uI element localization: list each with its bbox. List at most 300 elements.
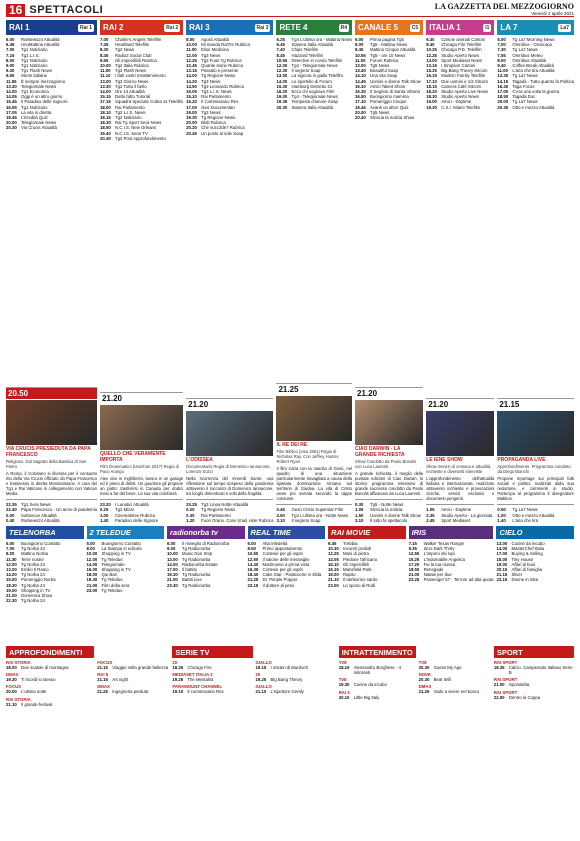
regional-time: 21.10 xyxy=(328,577,339,583)
schedule-time: 9.40 xyxy=(497,63,506,69)
schedule-program: Tg1 Notiziario xyxy=(21,104,48,110)
channel-category: RAI 5 xyxy=(97,672,109,678)
schedule-time: 7.00 xyxy=(99,37,109,42)
regional-column xyxy=(248,526,326,641)
schedule-program: Otto e mezzo Attualità xyxy=(512,104,555,110)
thematic-row xyxy=(494,682,574,687)
late-program: Tg3 Linea Notte Attualità xyxy=(201,502,249,508)
schedule-list xyxy=(426,37,494,110)
regional-column xyxy=(167,526,245,641)
channel-logo: R4 xyxy=(340,24,348,31)
evening-time-bar: 21.20 xyxy=(426,398,494,410)
regional-program: Cortesie per gli ospiti xyxy=(262,551,303,557)
schedule-program: Detective in corsia Telefilm xyxy=(291,57,343,63)
schedule-program: L'Eredità Quiz xyxy=(21,115,48,121)
channel-category: TV8 xyxy=(338,660,347,665)
thematic-time: 18.35 xyxy=(493,665,505,670)
late-program: Papa Francesco - Un anno di pandemia xyxy=(21,507,97,513)
channel-category: DMAX xyxy=(6,672,19,678)
late-time: 0.20 xyxy=(186,507,195,513)
thematic-column xyxy=(6,646,94,826)
schedule-program: Avanti un altro! Quiz xyxy=(370,104,409,110)
late-row xyxy=(497,518,574,523)
late-time: 3.10 xyxy=(276,517,285,523)
schedule-time: 8.30 xyxy=(99,47,109,53)
regional-time: 8.00 xyxy=(86,546,95,552)
schedule-program: Rai Tg Sport Sera News xyxy=(114,120,162,126)
thematic-time: 21.00 xyxy=(493,682,505,688)
highlight-description: A Roma, il Colosseo si illumina per il consueto rito della Via Crucis officiato da Papa Francesco e trasmesso in diretta Mondovisione. A cura del Tg1 e Rai Vaticano in collegamento con Vatican Media. xyxy=(6,470,97,497)
thematic-row xyxy=(256,677,336,682)
late-program: Uomini e donne Talk Show xyxy=(370,512,421,518)
regional-time: 16.00 xyxy=(86,567,98,573)
regional-program: Trebbia xyxy=(343,541,358,546)
late-schedule xyxy=(276,504,352,523)
late-program: Tg La7 News xyxy=(512,507,538,513)
thematic-program: Beat Wifi xyxy=(433,677,451,683)
thematic-header: SPORT xyxy=(494,646,574,658)
late-time: 0.45 xyxy=(276,507,285,513)
thematic-row xyxy=(6,702,94,707)
schedule-program: Un posto al sole Soap xyxy=(201,130,244,136)
thematic-program: I misteri di Murdoch xyxy=(270,665,309,670)
schedule-program: Tagadà Doc xyxy=(512,94,536,100)
channel-header[interactable] xyxy=(186,20,273,35)
schedule-time: 11.10 xyxy=(99,73,111,79)
schedule-program: Tg2 News xyxy=(114,47,135,53)
channel-category: PARAMOUNT CHANNEL xyxy=(172,684,223,690)
highlight-title: L'ODISSEA xyxy=(186,457,213,464)
thematic-time: 20.30 xyxy=(418,665,430,670)
schedule-time: 8.00 xyxy=(186,37,195,42)
evening-time-bar: 21.25 xyxy=(276,383,352,395)
channel-column xyxy=(276,20,352,523)
schedule-time: 20.00 xyxy=(497,99,509,105)
thematic-column xyxy=(494,646,574,826)
late-row xyxy=(426,518,494,523)
thematic-program: Due scatole di montagna xyxy=(21,665,69,670)
schedule-time: 10.55 xyxy=(276,57,288,63)
regional-time: 19.30 xyxy=(86,577,98,583)
schedule-list xyxy=(497,37,574,110)
regional-time: 16.15 xyxy=(328,567,339,573)
regional-time: 8.00 xyxy=(6,551,15,557)
channel-category: NOVE xyxy=(418,672,431,678)
channel-name: ITALIA 1 xyxy=(429,23,461,32)
thematic-row xyxy=(256,689,336,694)
late-time: 1.00 xyxy=(497,512,506,518)
schedule-time: 12.00 xyxy=(276,63,288,69)
late-row xyxy=(276,518,352,523)
schedule-program: Beautiful Soap xyxy=(370,68,398,74)
regional-program: La Stampa in edicola xyxy=(101,546,142,552)
regional-program: Il risveglio di Radionorba xyxy=(182,541,230,546)
schedule-time: 13.15 xyxy=(186,68,197,74)
regional-column xyxy=(409,526,494,641)
schedule-program: Buongiorno mamma xyxy=(370,94,409,100)
evening-time-bar: 21.15 xyxy=(497,398,574,410)
schedule-time: 18.10 xyxy=(99,109,111,115)
channel-category: DMAX xyxy=(418,684,432,690)
schedule-program: È sempre mezzogiorno xyxy=(21,78,66,84)
regional-program: Shopping in TV xyxy=(101,551,131,557)
regional-program: Battiti Live xyxy=(182,577,202,583)
thematic-program: Ingegneria perduta xyxy=(112,689,149,695)
schedule-time: 19.00 xyxy=(426,99,437,105)
schedule-time: 9.30 xyxy=(6,68,15,74)
schedule-time: 20.20 xyxy=(186,125,197,131)
regional-time: 17.00 xyxy=(496,551,508,557)
regional-program: Buongiorno Contatto xyxy=(101,541,141,546)
regional-column xyxy=(328,526,406,641)
schedule-program: Hazzard Telefilm xyxy=(291,52,324,58)
schedule-time: 18.30 xyxy=(426,94,437,100)
schedule-time: 17.00 xyxy=(186,104,197,110)
thematic-row xyxy=(494,695,574,700)
channel-category: FOCUS xyxy=(97,660,113,665)
channel-category: GIALLO xyxy=(255,660,272,665)
schedule-row xyxy=(426,105,494,110)
channel-header[interactable] xyxy=(426,20,494,35)
section-title: SPETTACOLI xyxy=(29,4,104,16)
regional-column xyxy=(496,526,574,641)
regional-header[interactable]: RAI MOVIE xyxy=(328,526,406,539)
regional-program: L'impero dei lupi xyxy=(423,551,455,557)
regional-program: Cortesie per gli ospiti xyxy=(262,567,303,573)
regional-schedule xyxy=(328,541,406,588)
late-time: 2.35 xyxy=(426,512,435,518)
schedule-time: 13.30 xyxy=(99,83,111,89)
channel-category: RAI SPORT xyxy=(493,677,518,683)
thematic-program: Art night xyxy=(112,677,129,683)
late-schedule xyxy=(497,504,574,523)
highlight-title: PROPAGANDA LIVE xyxy=(497,457,546,464)
schedule-time: 6.00 xyxy=(355,37,364,42)
thematic-time: 20.10 xyxy=(338,694,350,700)
schedule-time: 20.30 xyxy=(276,104,288,110)
regional-time: 12.00 xyxy=(6,561,17,567)
schedule-time: 9.55 xyxy=(99,57,109,63)
regional-time: 6.00 xyxy=(247,541,256,546)
regional-program: Music Non Stop xyxy=(182,551,213,557)
schedule-program: Tg5 - ore 10 News xyxy=(370,52,406,58)
regional-row xyxy=(167,583,245,588)
channel-header[interactable] xyxy=(100,20,183,35)
regional-program: Affari di famiglia xyxy=(511,567,542,573)
schedule-program: Una vita Soap xyxy=(370,73,398,79)
channel-column xyxy=(186,20,273,523)
schedule-program: Telegiornale News xyxy=(21,83,57,89)
regional-program: Renegade xyxy=(423,567,444,573)
highlight-title: VIA CRUCIS PRESIEDUTA DA PAPA FRANCESCO xyxy=(6,446,91,458)
regional-channels xyxy=(6,526,574,641)
late-program: Paradiso delle Signore xyxy=(114,517,159,523)
regional-header[interactable]: 2 TELEDUE xyxy=(87,526,165,539)
evening-time-bar: 21.20 xyxy=(355,387,423,399)
evening-block xyxy=(276,383,352,523)
thematic-program: Dentro la Coppa xyxy=(508,694,541,700)
schedule-program: Tg2 Notiziario xyxy=(114,115,142,121)
regional-time: 22.30 xyxy=(6,598,17,604)
regional-program: Dr. Pimple Popper xyxy=(262,577,298,583)
regional-header[interactable]: IRIS xyxy=(409,526,494,539)
regional-time: 14.00 xyxy=(86,561,98,567)
schedule-program: Forum Rubrica xyxy=(370,57,399,63)
schedule-time: 14.45 xyxy=(355,78,366,84)
schedule-time: 17.00 xyxy=(497,89,509,95)
regional-time: 12.25 xyxy=(328,551,339,557)
schedule-time: 8.00 xyxy=(6,57,15,63)
regional-schedule xyxy=(496,541,574,583)
evening-block xyxy=(186,398,273,523)
regional-header[interactable]: TELENORBA xyxy=(6,526,84,539)
late-program: Tg2 Mizar xyxy=(114,507,135,513)
regional-time: 21.00 xyxy=(167,577,178,583)
late-time: 0.40 xyxy=(6,517,15,523)
schedule-time: 16.10 xyxy=(355,83,366,89)
regional-time: 15.00 xyxy=(6,577,17,583)
schedule-time: 15.15 xyxy=(99,94,111,100)
thematic-row xyxy=(339,682,416,687)
schedule-program: Mattino Cinque Attualità xyxy=(370,47,416,53)
thematic-row xyxy=(97,689,169,694)
schedule-time: 18.30 xyxy=(99,120,111,126)
program-photo xyxy=(355,400,423,445)
regional-time: 10.00 xyxy=(86,551,98,557)
schedule-time: 6.25 xyxy=(276,37,285,42)
schedule-program: Via Crucis Attualità xyxy=(21,125,57,131)
thematic-row xyxy=(6,677,94,682)
channel-logo: Rai 2 xyxy=(166,24,179,31)
regional-time: 20.15 xyxy=(496,567,508,573)
channel-header[interactable] xyxy=(276,20,352,35)
schedule-time: 10.00 xyxy=(99,63,111,69)
channel-category: TV8 xyxy=(418,660,427,665)
schedule-time: 18.00 xyxy=(99,104,111,110)
channel-logo: I1 xyxy=(485,24,490,31)
schedule-time: 18.20 xyxy=(426,89,437,95)
schedule-program: Studio Aperto Live News xyxy=(441,89,489,95)
channel-category: RAI SPORT xyxy=(493,689,518,695)
regional-program: MasterChef Italia xyxy=(511,546,544,552)
newspaper-masthead xyxy=(435,3,574,17)
program-photo xyxy=(186,411,273,456)
page-header xyxy=(6,4,574,17)
schedule-program: Passato e presente xyxy=(201,68,239,74)
regional-time: 18.00 xyxy=(328,572,339,578)
schedule-program: Ecco chi sognavo Film xyxy=(291,89,335,95)
thematic-program: Chicago Fire xyxy=(187,665,212,670)
highlight-subtitle: Documentario Regia di Domenico Iannacone, Lorenzo Sozzi xyxy=(186,463,271,474)
regional-time: 14.05 xyxy=(328,556,339,562)
regional-time: 19.00 xyxy=(496,561,508,567)
schedule-time: 13.15 xyxy=(426,63,437,69)
regional-program: Il tamburino sardo xyxy=(343,577,378,583)
thematic-sections xyxy=(6,646,574,826)
regional-program: Telegiornale xyxy=(101,561,125,567)
schedule-program: Il segreto Soap xyxy=(291,68,321,74)
schedule-list xyxy=(276,37,352,110)
schedule-program: Tg La7 Morning News xyxy=(512,37,555,42)
schedule-time: 17.10 xyxy=(355,99,366,105)
channel-name: CANALE 5 xyxy=(358,23,399,32)
schedule-time: 15.30 xyxy=(276,83,288,89)
schedule-program: Tg3 News xyxy=(201,78,221,84)
schedule-program: Squadra Speciale Cobra 11 Telefilm xyxy=(114,99,184,105)
schedule-program: Tg La7 News xyxy=(512,99,538,105)
schedule-time: 18.50 xyxy=(99,125,111,131)
schedule-time: 17.10 xyxy=(426,78,437,84)
national-channels xyxy=(6,20,574,523)
schedule-program: Omnibus Attualità xyxy=(512,57,547,63)
thematic-program: L'ultima notte xyxy=(21,689,47,695)
regional-program: Passenger 57 - Terrore ad alta quota xyxy=(423,577,494,583)
thematic-program: Sportabilia xyxy=(508,682,530,688)
regional-program: Zero Dark Thirty xyxy=(423,546,455,552)
thematic-program: Il commissario Rex xyxy=(187,689,224,695)
regional-time: 14.00 xyxy=(6,572,17,578)
evening-block xyxy=(426,398,494,523)
schedule-time: 20.35 xyxy=(497,104,509,110)
schedule-program: Storie italiane xyxy=(21,73,48,79)
schedule-program: Studio Aperto News xyxy=(441,52,479,58)
schedule-time: 20.00 xyxy=(6,120,17,126)
schedule-program: Tg5 News xyxy=(370,109,390,115)
thematic-column xyxy=(419,646,491,826)
highlight-subtitle: Show Condotto da Paolo Bonolis con Luca Laurenti xyxy=(355,458,417,469)
schedule-time: 12.30 xyxy=(276,68,288,74)
late-program: RaiNews24 Attualità xyxy=(21,517,60,523)
program-photo xyxy=(6,400,97,445)
schedule-time: 13.00 xyxy=(355,63,366,69)
channel-header[interactable] xyxy=(497,20,574,35)
channel-header[interactable] xyxy=(6,20,97,35)
channel-logo: Rai 1 xyxy=(80,24,92,31)
thematic-time: 21.15 xyxy=(97,665,108,670)
channel-category: RAI SPORT xyxy=(493,660,518,665)
schedule-time: 7.45 xyxy=(99,42,109,48)
late-time: 1.20 xyxy=(186,517,195,523)
schedule-time: 12.00 xyxy=(186,52,197,58)
schedule-time: 16.30 xyxy=(355,89,366,95)
thematic-program: Vado a vivere nel bosco xyxy=(433,689,480,695)
schedule-time: 11.00 xyxy=(355,57,366,63)
regional-time: 8.50 xyxy=(247,546,256,552)
regional-program: Tg Radionorba xyxy=(182,582,211,588)
schedule-program: Tg Regione News xyxy=(201,115,236,121)
highlight-title: CIAO DARWIN - LA GRANDE RICHIESTA xyxy=(355,446,405,458)
schedule-program: Prima pagina Tg5 xyxy=(370,37,404,42)
regional-time: 16.35 xyxy=(247,567,259,573)
regional-program: Mansfield Park xyxy=(343,567,372,573)
regional-program: Radionorba Estate xyxy=(182,561,218,567)
regional-program: Film della sera xyxy=(101,582,130,588)
late-program: Cinematinee Rubrica xyxy=(114,512,156,518)
schedule-program: Tg3 News xyxy=(201,109,221,115)
regional-header[interactable]: radionorba tv xyxy=(167,526,245,539)
regional-time: 23.15 xyxy=(247,582,259,588)
thematic-time: 19.30 xyxy=(6,677,17,683)
regional-program: Affari al buio xyxy=(511,561,536,567)
thematic-program: Calcio. Campionato Italiano Serie B xyxy=(508,665,573,676)
schedule-time: 11.00 xyxy=(186,47,197,53)
late-time: 0.30 xyxy=(186,512,195,518)
schedule-program: Il Paradiso delle Signore xyxy=(21,99,68,105)
schedule-program: Ore 14 Attualità xyxy=(114,89,145,95)
channel-category: 20 xyxy=(172,660,178,665)
schedule-program: Camera Café Sitcom xyxy=(441,83,482,89)
schedule-time: 16.50 xyxy=(355,94,366,100)
schedule-time: 18.45 xyxy=(355,104,366,110)
schedule-time: 12.25 xyxy=(426,52,437,58)
regional-header[interactable]: REAL TIME xyxy=(248,526,326,539)
channel-category: RAI 4 xyxy=(338,689,350,695)
schedule-program: Tg4 - Telegiornale News xyxy=(291,94,338,100)
regional-time: 6.45 xyxy=(328,541,337,546)
highlight-subtitle: Film Drammatico (Usa/Can 2017) Regia di Paco Arango xyxy=(99,463,179,474)
regional-time: 13.00 xyxy=(496,541,508,546)
evening-block xyxy=(100,392,183,523)
schedule-program: Tg3 L.I.S. News xyxy=(201,89,232,95)
schedule-time: 7.15 xyxy=(6,52,15,58)
late-schedule xyxy=(426,504,494,523)
schedule-program: Taga Focus xyxy=(512,83,535,89)
schedule-program: Tg Regione News xyxy=(201,73,236,79)
regional-time: 9.35 xyxy=(408,546,417,552)
late-schedule xyxy=(186,499,273,523)
schedule-list xyxy=(100,37,183,141)
schedule-program: Tg1 Flash News xyxy=(21,68,53,74)
regional-time: 21.25 xyxy=(247,577,259,583)
channel-name: RETE 4 xyxy=(279,23,308,32)
channel-header[interactable] xyxy=(355,20,423,35)
regional-program: Il battito xyxy=(182,567,198,573)
regional-program: Tg Norba 24 xyxy=(21,572,45,578)
schedule-time: 18.45 xyxy=(6,115,17,121)
schedule-program: Detto fatto Tutorial xyxy=(114,94,151,100)
schedule-program: I fatti vostri Intrattenimento xyxy=(114,73,166,79)
highlight-title: IL RE DEI RE xyxy=(276,441,308,448)
regional-program: Gli imperdibili xyxy=(343,561,369,567)
schedule-time: 6.40 xyxy=(426,37,435,42)
regional-program: Tg Norba 24 xyxy=(21,561,45,567)
late-schedule xyxy=(100,499,183,523)
regional-schedule xyxy=(87,541,165,593)
regional-program: Mani di pietra xyxy=(343,551,369,557)
evening-time-bar: 21.20 xyxy=(100,392,183,404)
regional-header[interactable]: CIELO xyxy=(496,526,574,539)
late-program: I Lunatici Attualità xyxy=(114,502,149,508)
schedule-time: 8.45 xyxy=(276,52,285,58)
schedule-program: Stasera Italia Attualità xyxy=(291,42,334,48)
regional-time: 18.30 xyxy=(6,582,17,588)
schedule-program: Oggi è un altro giorno xyxy=(21,94,63,100)
schedule-time: 18.15 xyxy=(99,115,111,121)
schedule-list xyxy=(355,37,423,120)
schedule-program: La signora in giallo Telefilm xyxy=(291,73,343,79)
schedule-time: 14.00 xyxy=(276,78,288,84)
schedule-program: Hamburg Distretto 21 xyxy=(291,83,333,89)
late-time: 1.40 xyxy=(497,517,506,523)
schedule-program: Gli imperdibili Rubrica xyxy=(114,57,157,63)
late-time: 1.50 xyxy=(355,512,364,518)
schedule-list xyxy=(186,37,273,136)
late-program: Amici - Daytime xyxy=(441,507,472,513)
regional-time: 10.50 xyxy=(247,551,259,557)
schedule-program: Il Commissario Rex xyxy=(201,99,239,105)
schedule-row xyxy=(186,131,273,136)
thematic-time: 20.00 xyxy=(6,689,17,695)
